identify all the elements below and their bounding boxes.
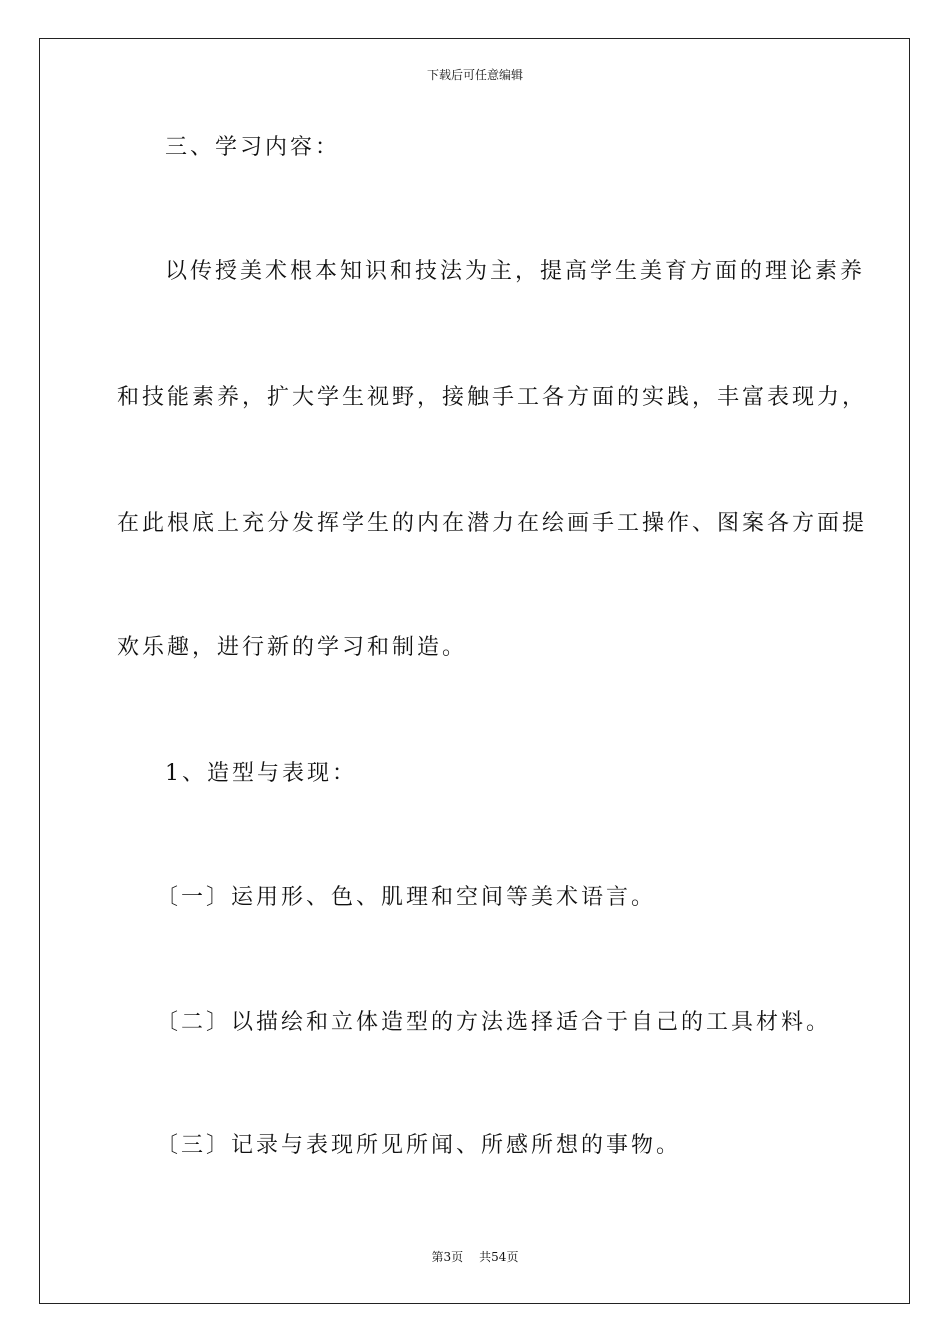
subsection-heading: 1、造型与表现： — [165, 761, 357, 786]
section-heading: 三、学习内容： — [165, 135, 341, 160]
page-number-current: 第3页 — [431, 1250, 464, 1264]
page-number-total: 共54页 — [479, 1250, 519, 1264]
paragraph-line: 欢乐趣，进行新的学习和制造。 — [117, 635, 468, 660]
paragraph-line: 和技能素养，扩大学生视野，接触手工各方面的实践，丰富表现力， — [117, 385, 868, 410]
list-item: 〔一〕运用形、色、肌理和空间等美术语言。 — [156, 885, 657, 910]
paragraph-line: 以传授美术根本知识和技法为主，提高学生美育方面的理论素养 — [165, 259, 866, 284]
header-note: 下载后可任意编辑 — [426, 68, 523, 82]
list-item: 〔三〕记录与表现所见所闻、所感所想的事物。 — [156, 1133, 682, 1158]
page-border — [39, 38, 910, 1304]
page-footer — [0, 1250, 950, 1264]
paragraph-line: 在此根底上充分发挥学生的内在潜力在绘画手工操作、图案各方面提 — [117, 511, 868, 536]
list-item: 〔二〕以描绘和立体造型的方法选择适合于自己的工具材料。 — [156, 1010, 832, 1035]
